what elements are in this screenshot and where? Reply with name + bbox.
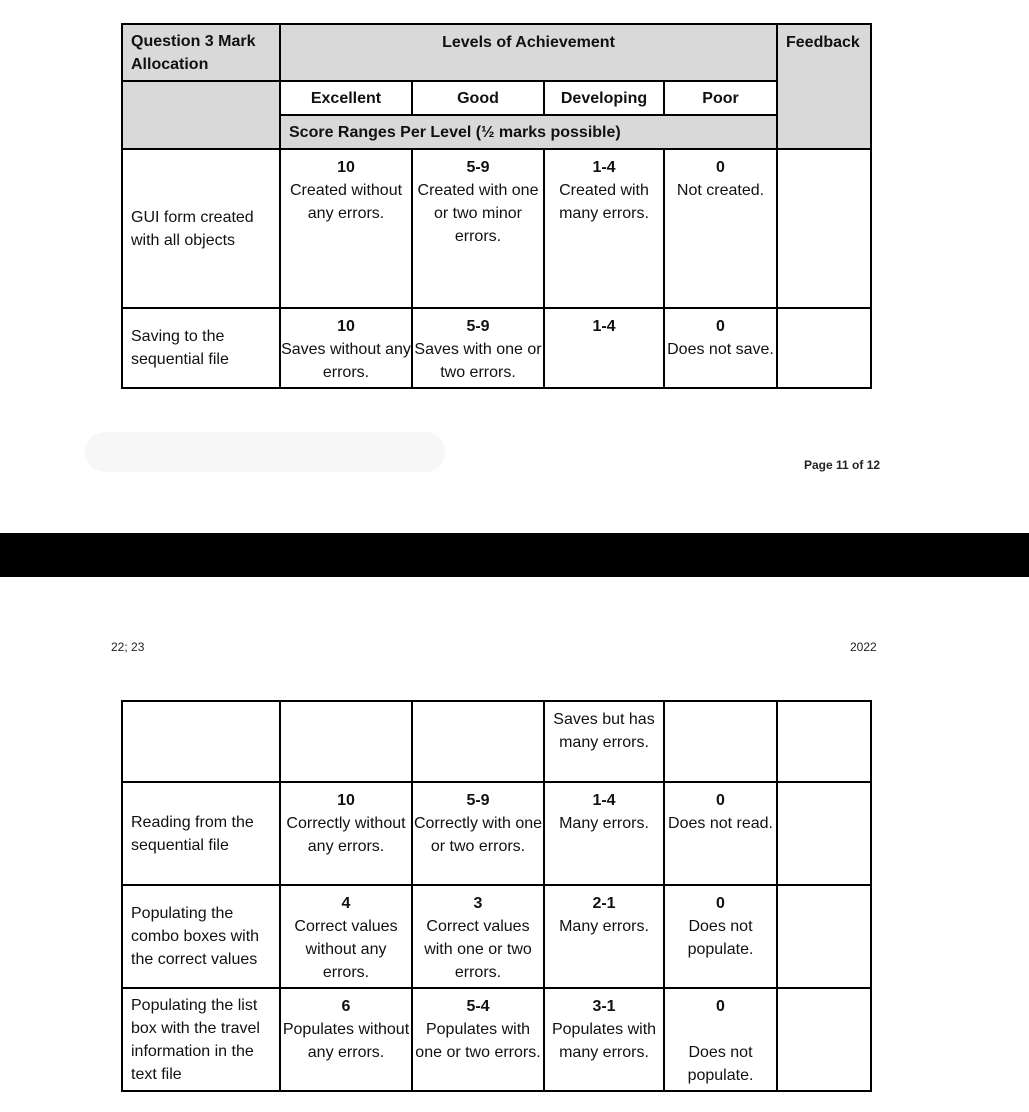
descriptor: Does not populate.: [687, 1044, 754, 1084]
continuation-excellent: [280, 701, 412, 782]
cell-list-excellent: [280, 988, 412, 1091]
continuation-criterion: [122, 701, 280, 782]
score: 1-4: [592, 792, 616, 809]
cell-combo-feedback: [777, 885, 871, 988]
score: 10: [337, 792, 355, 809]
criterion-saving: Saving to the sequential file: [122, 308, 280, 388]
score: 0: [716, 318, 725, 335]
score: 1-4: [592, 159, 616, 176]
score: 5-9: [466, 792, 490, 809]
page-separator: [0, 533, 1029, 577]
cell-gui-excellent: [280, 149, 412, 308]
header-blank: [122, 81, 280, 149]
cell-list-feedback: [777, 988, 871, 1091]
score: 6: [341, 998, 351, 1015]
header-levels: Levels of Achievement: [280, 24, 777, 81]
score: 5-9: [466, 318, 490, 335]
header-feedback: Feedback: [777, 24, 871, 149]
cell-reading-developing: [544, 782, 664, 885]
page-header-right: 2022: [850, 640, 877, 654]
descriptor: Populates with many errors.: [551, 1021, 657, 1061]
continuation-developing: [544, 701, 664, 782]
score: 2-1: [592, 895, 616, 912]
page-number: Page 11 of 12: [804, 458, 881, 472]
cell-combo-poor: [664, 885, 777, 988]
scan-smudge: [85, 432, 445, 472]
score: 3: [473, 895, 483, 912]
level-excellent: Excellent: [280, 81, 412, 115]
cell-gui-poor: [664, 149, 777, 308]
cell-list-good: [412, 988, 544, 1091]
descriptor: Many errors.: [559, 918, 649, 935]
cell-combo-excellent: [280, 885, 412, 988]
descriptor: Not created.: [676, 182, 765, 199]
criterion-reading: Reading from the sequential file: [122, 782, 280, 885]
descriptor: Correct values without any errors.: [294, 918, 398, 981]
score: 4: [341, 895, 351, 912]
score: 3-1: [592, 998, 616, 1015]
cell-saving-good: [412, 308, 544, 388]
score: 5-4: [466, 998, 490, 1015]
score: 0: [716, 792, 725, 809]
descriptor: Created without any errors.: [289, 182, 403, 222]
level-poor: Poor: [664, 81, 777, 115]
descriptor: Created with one or two minor errors.: [417, 182, 539, 245]
cell-saving-poor: [664, 308, 777, 388]
continuation-feedback: [777, 701, 871, 782]
cell-saving-developing: [544, 308, 664, 388]
cell-reading-excellent: [280, 782, 412, 885]
descriptor: Saves with one or two errors.: [414, 341, 542, 381]
score-ranges-label: Score Ranges Per Level (½ marks possible): [280, 115, 777, 149]
score: 1-4: [592, 318, 616, 335]
descriptor: Saves but has many errors.: [553, 711, 655, 751]
cell-saving-excellent: [280, 308, 412, 388]
cell-combo-developing: [544, 885, 664, 988]
descriptor: Correctly with one or two errors.: [413, 815, 543, 855]
page-11: [0, 0, 1029, 533]
rubric-table-top: [121, 23, 872, 389]
score: 0: [716, 998, 725, 1015]
cell-gui-developing: [544, 149, 664, 308]
cell-reading-poor: [664, 782, 777, 885]
continuation-poor: [664, 701, 777, 782]
cell-gui-feedback: [777, 149, 871, 308]
cell-list-developing: [544, 988, 664, 1091]
descriptor: Does not populate.: [687, 918, 754, 958]
descriptor: Many errors.: [559, 815, 649, 832]
rubric-table-bottom: [121, 700, 872, 1092]
criterion-combo-boxes: Populating the combo boxes with the correct values: [122, 885, 280, 988]
descriptor: Correct values with one or two errors.: [424, 918, 532, 981]
cell-gui-good: [412, 149, 544, 308]
score: 10: [337, 159, 355, 176]
cell-reading-feedback: [777, 782, 871, 885]
score: 0: [716, 895, 725, 912]
level-good: Good: [412, 81, 544, 115]
descriptor: Correctly without any errors.: [286, 815, 406, 855]
cell-combo-good: [412, 885, 544, 988]
descriptor: Saves without any errors.: [281, 341, 411, 381]
descriptor: Does not read.: [668, 815, 773, 832]
cell-reading-good: [412, 782, 544, 885]
criterion-list-box: Populating the list box with the travel information in the text file: [122, 988, 280, 1091]
page-header-left: 22; 23: [111, 640, 145, 654]
continuation-good: [412, 701, 544, 782]
level-developing: Developing: [544, 81, 664, 115]
criterion-gui-form: GUI form created with all objects: [122, 149, 280, 308]
descriptor: Created with many errors.: [559, 182, 649, 222]
descriptor: Does not save.: [667, 341, 774, 358]
header-question: Question 3 Mark Allocation: [122, 24, 280, 81]
score: 0: [716, 159, 725, 176]
descriptor: Populates without any errors.: [282, 1021, 410, 1061]
cell-saving-feedback: [777, 308, 871, 388]
descriptor: Populates with one or two errors.: [415, 1021, 541, 1061]
cell-list-poor: [664, 988, 777, 1091]
score: 10: [337, 318, 355, 335]
score: 5-9: [466, 159, 490, 176]
